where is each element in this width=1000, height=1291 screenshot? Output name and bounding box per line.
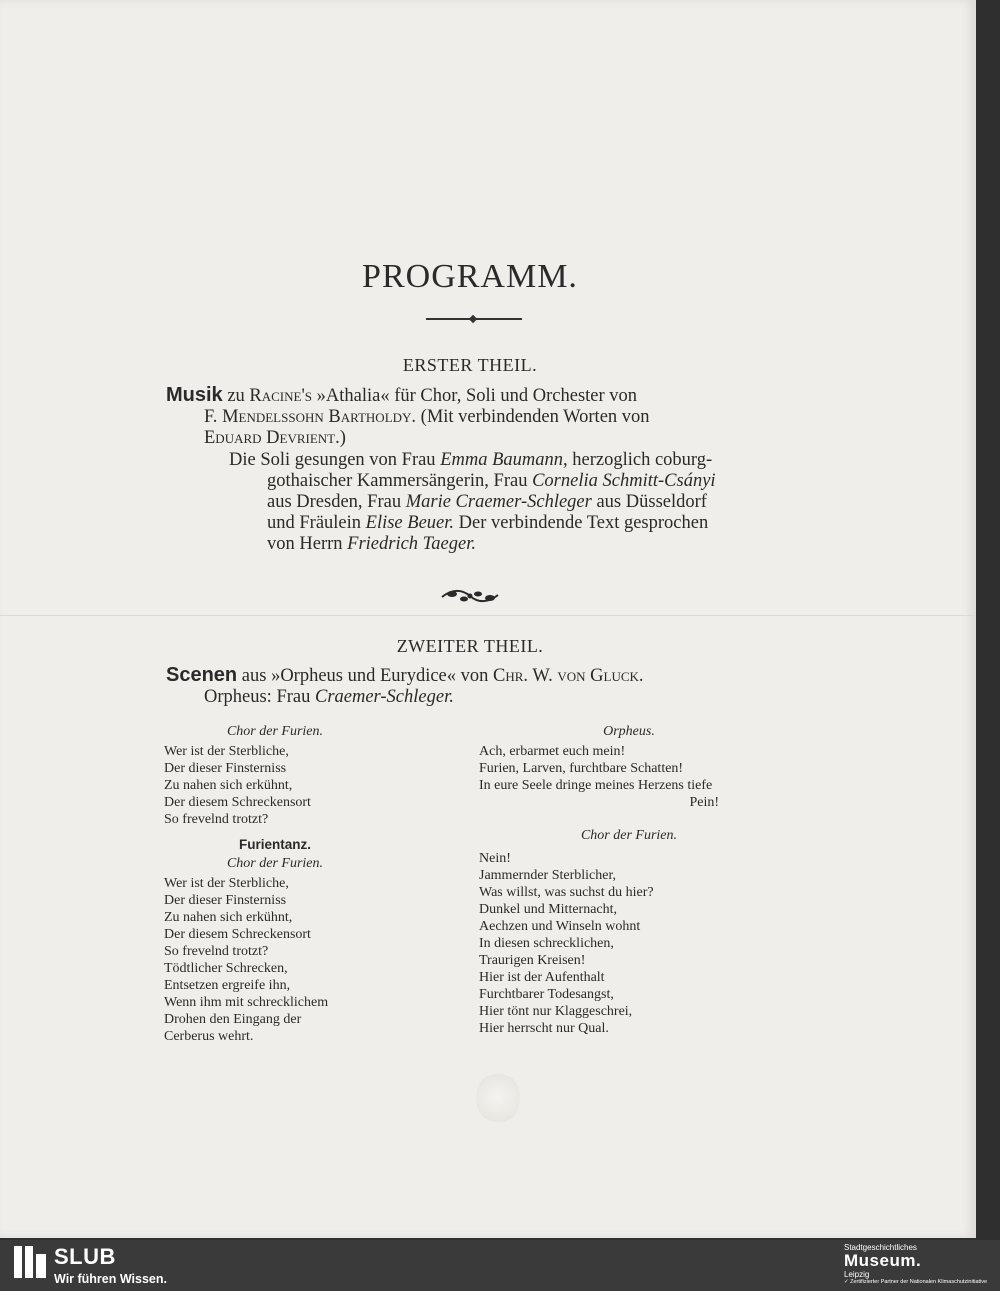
part2-heading: ZWEITER THEIL. — [396, 636, 544, 656]
verse-line: Aechzen und Winseln wohnt — [479, 919, 641, 934]
part2-line1: Scenen aus »Orpheus und Eurydice« von Chr. W. von Gluck. — [166, 664, 644, 686]
left-verse-2 — [164, 875, 386, 1045]
part1-line1: Musik zu Racine's »Athalia« für Chor, Soli und Orchester von — [166, 384, 638, 406]
verse-line: Der dieser Finsterniss — [164, 893, 287, 908]
verse-line: Traurigen Kreisen! — [479, 953, 586, 968]
part2-line2: Orpheus: Frau Craemer-Schleger. — [204, 687, 454, 707]
verse-line: Cerberus wehrt. — [164, 1029, 254, 1044]
museum-logo[interactable]: Stadtgeschichtliches Museum. Leipzig ✓ Zertifizierter Partner der Nationalen Klimaschutzinitiative — [844, 1243, 988, 1285]
verse-line: Hier herrscht nur Qual. — [479, 1021, 609, 1036]
slub-name[interactable]: SLUB — [54, 1244, 116, 1269]
part1-lead-word: Musik — [166, 384, 223, 406]
right-verse-2 — [479, 850, 779, 1037]
left-column — [164, 723, 386, 1045]
part1-soloists: Die Soli gesungen von Frau Emma Baumann, herzoglich coburg- gothaischer Kammersängerin, Frau Cornelia Schmitt-Csányi aus Dresden, Frau Marie Craemer-Schleger aus Düsseldorf und Fräulein Elise Beuer. Der verbindende Text gesprochen von Herrn Friedrich Taeger. — [229, 450, 716, 554]
verse-line: Der dieser Finsterniss — [164, 761, 287, 776]
part1-heading: ERSTER THEIL. — [402, 355, 538, 375]
verse-line: Ach, erbarmet euch mein! — [479, 744, 626, 759]
part1-line2: F. Mendelssohn Bartholdy. (Mit verbindenden Worten von — [204, 407, 650, 427]
part2-lead-word: Scenen — [166, 664, 238, 686]
part1-entry — [166, 385, 806, 449]
verse-line: Furchtbarer Todesangst, — [479, 987, 614, 1002]
left-verse-1 — [164, 743, 386, 828]
verse-line: Jammernder Sterblicher, — [479, 868, 617, 883]
verse-line: Nein! — [479, 851, 511, 866]
right-heading-2: Chor der Furien. — [580, 828, 678, 843]
emboss-stamp — [476, 1072, 520, 1124]
slub-logo-icon[interactable] — [12, 1244, 48, 1280]
verse-line: Wer ist der Sterbliche, — [164, 744, 289, 759]
right-column — [479, 723, 779, 1037]
paper-fold-line — [0, 615, 976, 616]
slub-tagline: Wir führen Wissen. — [54, 1272, 167, 1286]
verse-line: Was willst, was suchst du hier? — [479, 885, 654, 900]
title-divider — [426, 318, 522, 320]
verse-line: Der diesem Schreckensort — [164, 927, 311, 942]
verse-line: Hier tönt nur Klaggeschrei, — [479, 1004, 633, 1019]
verse-line: Dunkel und Mitternacht, — [479, 902, 618, 917]
verse-line: In eure Seele dringe meines Herzens tiefe — [479, 778, 713, 793]
verse-line: Zu nahen sich erkühnt, — [164, 910, 293, 925]
verse-line: Wer ist der Sterbliche, — [164, 876, 289, 891]
verse-line: So frevelnd trotzt? — [164, 812, 269, 827]
verse-line: Furien, Larven, furchtbare Schatten! — [479, 761, 684, 776]
left-heading-1: Chor der Furien. — [226, 724, 324, 739]
part1-line3: Eduard Devrient.) — [204, 428, 346, 448]
verse-line: In diesen schrecklichen, — [479, 936, 614, 951]
verse-line: Hier ist der Aufenthalt — [479, 970, 605, 985]
verse-line: So frevelnd trotzt? — [164, 944, 269, 959]
verse-line: Wenn ihm mit schrecklichem — [164, 995, 329, 1010]
verse-line: Tödtlicher Schrecken, — [164, 961, 288, 976]
page-title: PROGRAMM. — [362, 258, 578, 295]
right-verse-1 — [479, 743, 779, 794]
dance-heading: Furientanz. — [238, 837, 311, 852]
right-heading-1: Orpheus. — [603, 724, 655, 739]
verse-line: Entsetzen ergreife ihn, — [164, 978, 291, 993]
verse-line: Drohen den Eingang der — [164, 1012, 302, 1027]
right-verse-1-end: Pein! — [689, 795, 719, 810]
left-heading-2: Chor der Furien. — [226, 856, 324, 871]
verse-line: Der diesem Schreckensort — [164, 795, 311, 810]
verse-line: Zu nahen sich erkühnt, — [164, 778, 293, 793]
part2-entry — [166, 665, 806, 708]
floral-ornament-icon — [438, 585, 502, 607]
